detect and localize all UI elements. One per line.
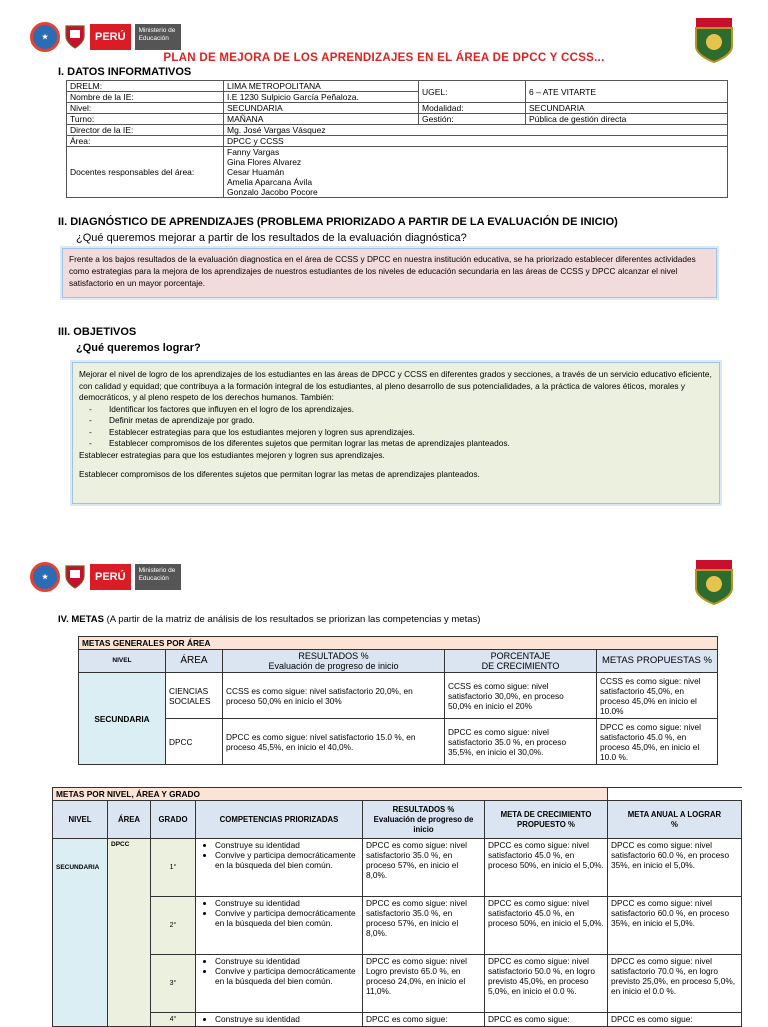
area-value: DPCC y CCSS [224,136,728,147]
col-area: ÁREA [166,650,223,673]
drelm-value: LIMA METROPOLITANA [224,81,419,92]
meta-anual-cell: DPCC es como sigue: nivel satisfactorio 60.0 %, en proceso 35%, en inicio el 5,0%. [608,897,742,955]
objetivos-list [79,404,713,450]
ministry-label: Ministerio de Educación [135,24,181,50]
crecimiento-cell: DPCC es como sigue: nivel satisfactorio 45.0 %, en proceso 50%, en inicio el 5,0%. [485,839,608,897]
nivel-secundaria: SECUNDARIA [53,839,108,1027]
col-nivel: NIVEL [53,801,108,839]
col-porcentaje: PORCENTAJE DE CRECIMIENTO [445,650,597,673]
metas-por-grado-table [52,787,742,1027]
competencias-cell [196,955,363,1013]
gestion-label: Gestión: [419,114,526,125]
gestion-value: Pública de gestión directa [526,114,728,125]
docente-item: Fanny Vargas [227,147,280,157]
crecimiento-cell: DPCC es como sigue: nivel satisfactorio 45.0 %, en proceso 50%, en inicio el 5,0%. [485,897,608,955]
docentes-label: Docentes responsables del área: [67,147,224,198]
col-grado: GRADO [151,801,196,839]
nivel-secundaria: SECUNDARIA [79,673,166,765]
meta-anual-cell: DPCC es como sigue: nivel satisfactorio 70.0 %, en logro previsto 25,0%, en proceso 5,0%, en inicio el 0.0 %. [608,955,742,1013]
col-area: ÁREA [108,801,151,839]
docente-item: Amelia Aparcana Ávila [227,177,313,187]
metas-dpcc: DPCC es como sigue: nivel satisfactorio 45.0 %, en proceso 45,0%, en inicio el 10.0 %. [597,719,718,765]
school-crest-icon [694,558,734,606]
competencia-item: • Convive y participa democráticamente en la búsqueda del bien común. [215,966,359,986]
crecimiento-ccss: CCSS es como sigue: nivel satisfactorio 30,0%, en proceso 50,0% en inicio el 20% [445,673,597,719]
ie-label: Nombre de la IE: [67,92,224,103]
objetivo-extra-2: Establecer compromisos de los diferentes sujetos que permitan lograr las metas de aprendizajes planteados. [79,469,480,479]
ie-value: I.E 1230 Sulpicio García Peñaloza. [224,92,419,103]
col-crecimiento: META DE CRECIMIENTO PROPUESTO % [485,801,608,839]
col-nivel: NIVEL [79,650,166,673]
resultados-ccss: CCSS es como sigue: nivel satisfactorio 20,0%, en proceso 50,0% en inicio el 30% [223,673,445,719]
meta-anual-cell: DPCC es como sigue: nivel satisfactorio 60.0 %, en proceso 35%, en inicio el 5,0%. [608,839,742,897]
director-value: Mg. José Vargas Vásquez [224,125,728,136]
ministry-label: Ministerio de Educación [135,564,181,590]
competencia-item: • Construye su identidad [215,898,359,908]
turno-label: Turno: [67,114,224,125]
area-ccss: CIENCIAS SOCIALES [166,673,223,719]
turno-value: MAÑANA [224,114,419,125]
section-objetivos-heading: III. OBJETIVOS [58,326,137,338]
nivel-value: SECUNDARIA [224,103,419,114]
metas-generales-table [78,636,718,765]
area-dpcc: DPCC [108,839,151,1027]
resultados-cell: DPCC es como sigue: nivel satisfactorio 35.0 %, en proceso 57%, en inicio el 8,0%. [363,839,485,897]
area-label: Área: [67,136,224,147]
nivel-label: Nivel: [67,103,224,114]
objetivos-intro: Mejorar el nivel de logro de los aprendizajes de los estudiantes en las áreas de DPCC y CCSS en diferentes grados y secciones, a través de un servicio educativo eficiente, con calidad y equidad; que contribuya a la formación integral de los estudiantes, al pleno desarrollo de sus potencialidades, a la práctica de valores éticos, morales y democráticos, y al pleno respeto de los derechos humanos. También: [79,369,712,402]
peru-label: PERÚ [90,24,131,50]
objetivos-box [72,362,720,504]
metas-heading-rest: (A partir de la matriz de análisis de los resultados se priorizan las competencias y metas) [103,614,481,625]
empty-cell [608,788,742,801]
competencias-cell [196,1013,363,1027]
header-logos [30,22,181,52]
school-emblem-icon: ★ [30,562,60,592]
objetivo-extra-1: Establecer estrategias para que los estudiantes mejoren y logren sus aprendizajes. [79,449,385,460]
metas-heading-bold: IV. METAS [58,614,104,625]
section-metas-heading [58,614,480,625]
competencias-cell [196,897,363,955]
drelm-label: DRELM: [67,81,224,92]
grado-cell: 1° [151,839,196,897]
col-competencias: COMPETENCIAS PRIORIZADAS [196,801,363,839]
col-metas: METAS PROPUESTAS % [597,650,718,673]
crecimiento-cell: DPCC es como sigue: [485,1013,608,1027]
crecimiento-dpcc: DPCC es como sigue: nivel satisfactorio 35.0 %, en proceso 35,5%, en inicio el 30,0%. [445,719,597,765]
objetivo-item: - Establecer compromisos de los diferentes sujetos que permitan lograr las metas de aprendizajes planteados. [109,438,713,450]
school-emblem-icon: ★ [30,22,60,52]
resultados-dpcc: DPCC es como sigue: nivel satisfactorio 15.0 %, en proceso 45,5%, en inicio el 40,0%. [223,719,445,765]
peru-label: PERÚ [90,564,131,590]
resultados-cell: DPCC es como sigue: nivel Logro previsto 65.0 %, en proceso 24,0%, en inicio el 11,0%. [363,955,485,1013]
plan-title: PLAN DE MEJORA DE LOS APRENDIZAJES EN EL ÁREA DE DPCC Y CCSS... [163,52,605,64]
docentes-list [224,147,728,198]
datos-table [66,80,728,198]
objetivo-item: - Definir metas de aprendizaje por grado. [109,415,713,427]
metas-ccss: CCSS es como sigue: nivel satisfactorio 45,0%, en proceso 45,0% en inicio el 10.0% [597,673,718,719]
ugel-value: 6 – ATE VITARTE [526,81,728,103]
metas-grado-title: METAS POR NIVEL, ÁREA Y GRADO [53,788,608,801]
competencia-item: • Construye su identidad [215,840,359,850]
ugel-label: UGEL: [419,81,526,103]
director-label: Director de la IE: [67,125,224,136]
national-shield-icon [64,24,86,50]
col-meta-anual: META ANUAL A LOGRAR % [608,801,742,839]
grado-cell: 3° [151,955,196,1013]
competencia-item: • Construye su identidad [215,1014,359,1024]
header-logos-page2 [30,562,181,592]
national-shield-icon [64,564,86,590]
resultados-cell: DPCC es como sigue: nivel satisfactorio 35.0 %, en proceso 57%, en inicio el 8,0%. [363,897,485,955]
modalidad-label: Modalidad: [419,103,526,114]
docente-item: Cesar Huamán [227,167,285,177]
area-dpcc: DPCC [166,719,223,765]
modalidad-value: SECUNDARIA [526,103,728,114]
docente-item: Gina Flores Alvarez [227,157,302,167]
section-datos-heading: I. DATOS INFORMATIVOS [58,66,192,78]
col-resultados: RESULTADOS % Evaluación de progreso de inicio [223,650,445,673]
meta-anual-cell: DPCC es como sigue: [608,1013,742,1027]
diagnostico-question: ¿Qué queremos mejorar a partir de los resultados de la evaluación diagnóstica? [76,232,467,244]
section-diagnostico-heading: II. DIAGNÓSTICO DE APRENDIZAJES (PROBLEMA PRIORIZADO A PARTIR DE LA EVALUACIÓN DE INICIO) [58,216,618,228]
docente-item: Gonzalo Jacobo Pocore [227,187,318,197]
grado-cell: 4° [151,1013,196,1027]
crecimiento-cell: DPCC es como sigue: nivel satisfactorio 50.0 %, en logro previsto 45,0%, en proceso 5,0%, en inicio el 0.0 %. [485,955,608,1013]
competencia-item: • Construye su identidad [215,956,359,966]
metas-generales-title: METAS GENERALES POR ÁREA [79,637,718,650]
competencia-item: • Convive y participa democráticamente en la búsqueda del bien común. [215,908,359,928]
objetivo-item: - Establecer estrategias para que los estudiantes mejoren y logren sus aprendizajes. [109,427,713,439]
grado-cell: 2° [151,897,196,955]
col-resultados: RESULTADOS % Evaluación de progreso de inicio [363,801,485,839]
competencia-item: • Convive y participa democráticamente en la búsqueda del bien común. [215,850,359,870]
objetivos-question: ¿Qué queremos lograr? [76,342,201,354]
competencias-cell [196,839,363,897]
diagnostico-box: Frente a los bajos resultados de la evaluación diagnostica en el área de CCSS y DPCC en nuestra institución educativa, se ha priorizado establecer diferentes actividades como estrategias para la mejora de los aprendizajes de nuestros estudiantes de los niveles de educación secundaria en las áreas de CCSS y DPCC alcanzar el nivel satisfactorio en un mayor porcentaje. [62,248,717,298]
objetivo-item: - Identificar los factores que influyen en el logro de los aprendizajes. [109,404,713,416]
resultados-cell: DPCC es como sigue: [363,1013,485,1027]
